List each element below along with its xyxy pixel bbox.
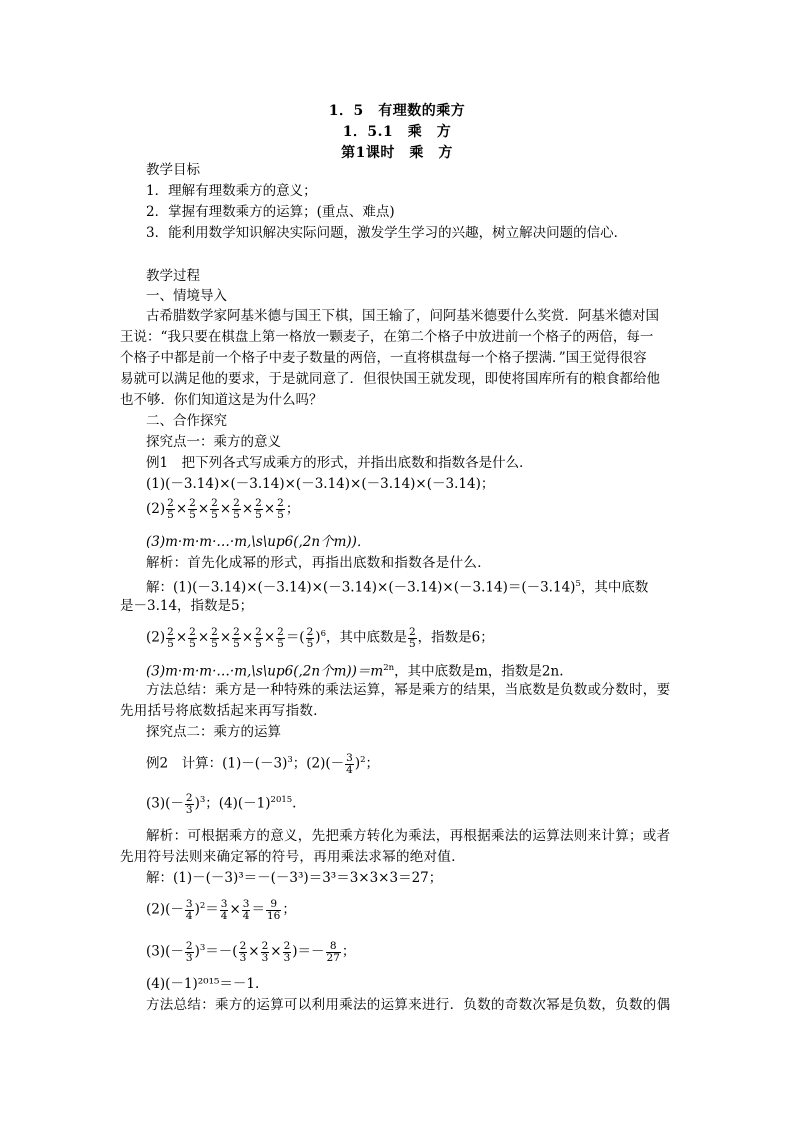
story-line: 王说：“我只要在棋盘上第一格放一颗麦子，在第二个格子中放进前一个格子的两倍，每一 [120,329,654,345]
example2-solution-4: (4)(－1)²⁰¹⁵＝－1. [146,976,260,992]
example1-solution-1b: 是－3.14，指数是5； [120,598,254,614]
example1-solution-1: 解：$(1)(-3.14)\times(-3.14)\times(-3.14)\times(-3.14)\times(-3.14)=(-3.14)^5$，其中底数 [146,579,649,596]
story-line: 个格子中都是前一个格子中麦子数量的两倍，一直将棋盘每一个格子摆满．”国王觉得很容 [120,350,647,366]
example1-q3: (3)m·m·m·…·m,\s\up6(,2n个m))． [146,534,371,550]
example2-solution-1: 解：(1)－(－3)³＝－(－3³)＝3³＝3×3×3＝27； [146,870,443,886]
process-heading: 教学过程 [146,268,200,284]
example1-solution-2: (2) $\frac{2}{5}$ × $\frac{2}{5}$ × $\frac{2}{5}$ × $\frac{2}{5}$ × $\frac{2}{5}$ × $\frac{2}{5}$ ＝( $\frac{2}{5}$ )$^6$，其中底数是 $\frac{2}{5}$ ，指数是6； [146,625,494,650]
example2-solution-2: (2)(－ $\frac{3}{4}$ )$^2$＝ $\frac{3}{4}$ × $\frac{3}{4}$ ＝ $\frac{9}{16}$ ； [146,897,296,922]
goals-heading: 教学目标 [146,162,200,178]
point1-heading: 探究点一：乘方的意义 [146,434,281,450]
goal-item: 3．能利用数学知识解决实际问题，激发学生学习的兴趣，树立解决问题的信心． [146,225,628,241]
example1-q1: (1)(－3.14)×(－3.14)×(－3.14)×(－3.14)×(－3.14)； [146,476,495,492]
example1-prompt: 例1 把下列各式写成乘方的形式，并指出底数和指数各是什么． [146,455,533,471]
method-summary-2: 方法总结：乘方的运算可以利用乘法的运算来进行．负数的奇数次幂是负数，负数的偶 [146,997,671,1013]
goal-item: 2．掌握有理数乘方的运算；(重点、难点) [146,204,395,220]
story-line: 古希腊数学家阿基米德与国王下棋，国王输了，问阿基米德要什么奖赏．阿基米德对国 [146,308,659,324]
lesson-title: 第1课时 乘 方 [341,145,453,161]
part2-heading: 二、合作探究 [146,413,227,429]
example2-analysis: 解析：可根据乘方的意义，先把乘方转化为乘法，再根据乘法的运算法则来计算；或者 [146,828,671,844]
method-summary-1b: 先用括号将底数括起来再写指数． [120,703,327,719]
example2-solution-3: (3)(－ $\frac{2}{3}$ )$^3$＝－( $\frac{2}{3}$ × $\frac{2}{3}$ × $\frac{2}{3}$ )＝－ $\frac{8}{27}$ ； [146,939,356,964]
example2-prompt: 例2 计算：$(1)-(-3)^3$；(2)(－ $\frac{3}{4}$ )$^2$； [146,751,380,776]
goal-item: 1．理解有理数乘方的意义； [146,183,317,199]
example2-prompt-2: (3)(－ $\frac{2}{3}$ )$^3$；$(4)(-1)^{2015}$. [146,791,297,816]
story-line: 易就可以满足他的要求，于是就同意了．但很快国王就发现，即使将国库所有的粮食都给他 [120,371,660,387]
example1-solution-3: (3)m·m·m·…·m,\s\up6(,2n个$m))=m^{2n}$，其中底数是m，指数是2n. [146,663,564,680]
section-title: 1．5 有理数的乘方 [328,103,466,119]
story-line: 也不够．你们知道这是为什么吗？ [120,392,323,408]
method-summary-1: 方法总结：乘方是一种特殊的乘法运算，幂是乘方的结果，当底数是负数或分数时，要 [146,682,671,698]
point2-heading: 探究点二：乘方的运算 [146,724,281,740]
subsection-title: 1．5.1 乘 方 [342,124,452,140]
part1-heading: 一、情境导入 [146,288,227,304]
example1-q2: (2) $\frac{2}{5}$ × $\frac{2}{5}$ × $\frac{2}{5}$ × $\frac{2}{5}$ × $\frac{2}{5}$ × $\frac{2}{5}$ ； [146,497,300,521]
example2-analysis-b: 先用符号法则来确定幂的符号，再用乘法求幂的绝对值． [120,849,465,865]
example1-analysis: 解析：首先化成幂的形式，再指出底数和指数各是什么． [146,555,491,571]
